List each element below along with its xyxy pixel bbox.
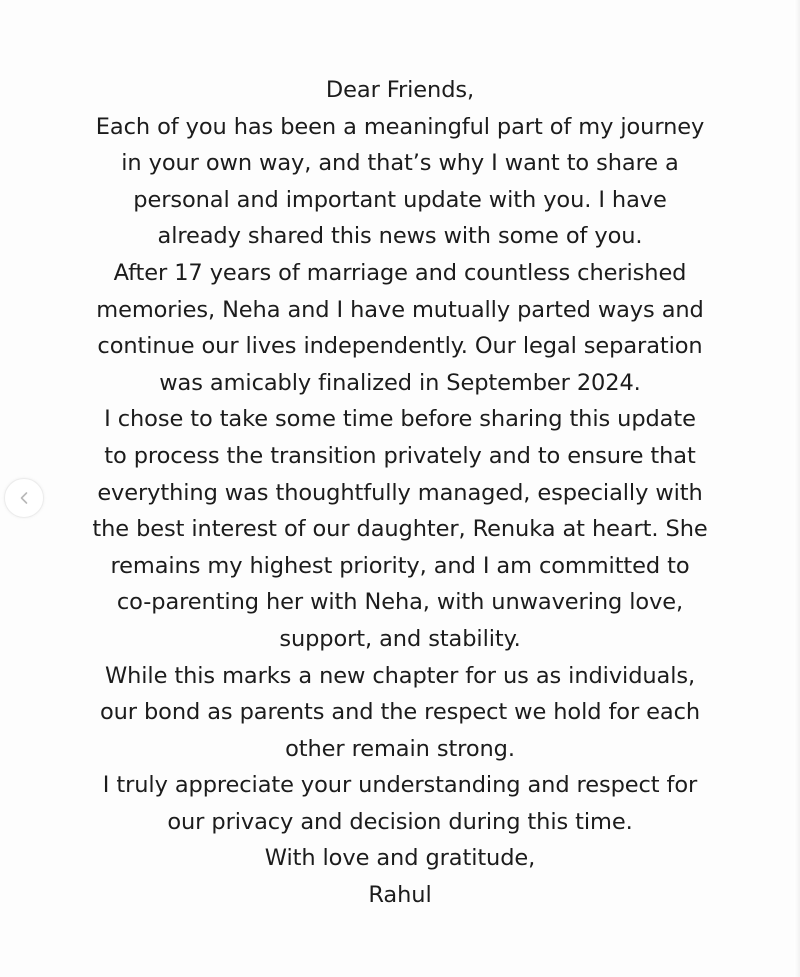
- letter-text: [20, 72, 780, 914]
- letter-line: I truly appreciate your understanding and respect for: [102, 772, 698, 799]
- letter-line: Each of you has been a meaningful part of my journey: [95, 113, 705, 140]
- letter-line: our bond as parents and the respect we hold for each: [99, 699, 701, 726]
- letter-line: remains my highest priority, and I am committed to: [110, 552, 690, 579]
- letter-line: I chose to take some time before sharing this update: [104, 406, 696, 433]
- letter-line: continue our lives independently. Our legal separation: [97, 333, 703, 360]
- letter-line: co-parenting her with Neha, with unwavering love,: [116, 589, 684, 616]
- letter-line: While this marks a new chapter for us as individuals,: [104, 662, 696, 689]
- letter-line: personal and important update with you. I have: [133, 186, 667, 213]
- letter-signature: Rahul: [368, 882, 432, 909]
- letter-line: in your own way, and that’s why I want to share a: [121, 150, 679, 177]
- letter-line: our privacy and decision during this time.: [167, 808, 633, 835]
- letter-line: After 17 years of marriage and countless cherished: [113, 259, 687, 286]
- letter-line: the best interest of our daughter, Renuka at heart. She: [92, 516, 708, 543]
- letter-line: Dear Friends,: [325, 77, 475, 103]
- letter-line: to process the transition privately and to ensure that: [104, 442, 696, 469]
- chevron-left-icon: [16, 490, 32, 506]
- letter-line: With love and gratitude,: [264, 845, 536, 872]
- next-slide-edge: [794, 0, 800, 977]
- letter-line: memories, Neha and I have mutually parted ways and: [96, 296, 704, 323]
- letter-line: was amicably finalized in September 2024.: [159, 369, 641, 396]
- letter-line: everything was thoughtfully managed, especially with: [97, 479, 703, 506]
- letter-line: already shared this news with some of you.: [157, 223, 643, 250]
- letter-line: support, and stability.: [279, 625, 521, 652]
- carousel-prev-button[interactable]: [4, 478, 44, 518]
- letter-line: other remain strong.: [285, 735, 515, 762]
